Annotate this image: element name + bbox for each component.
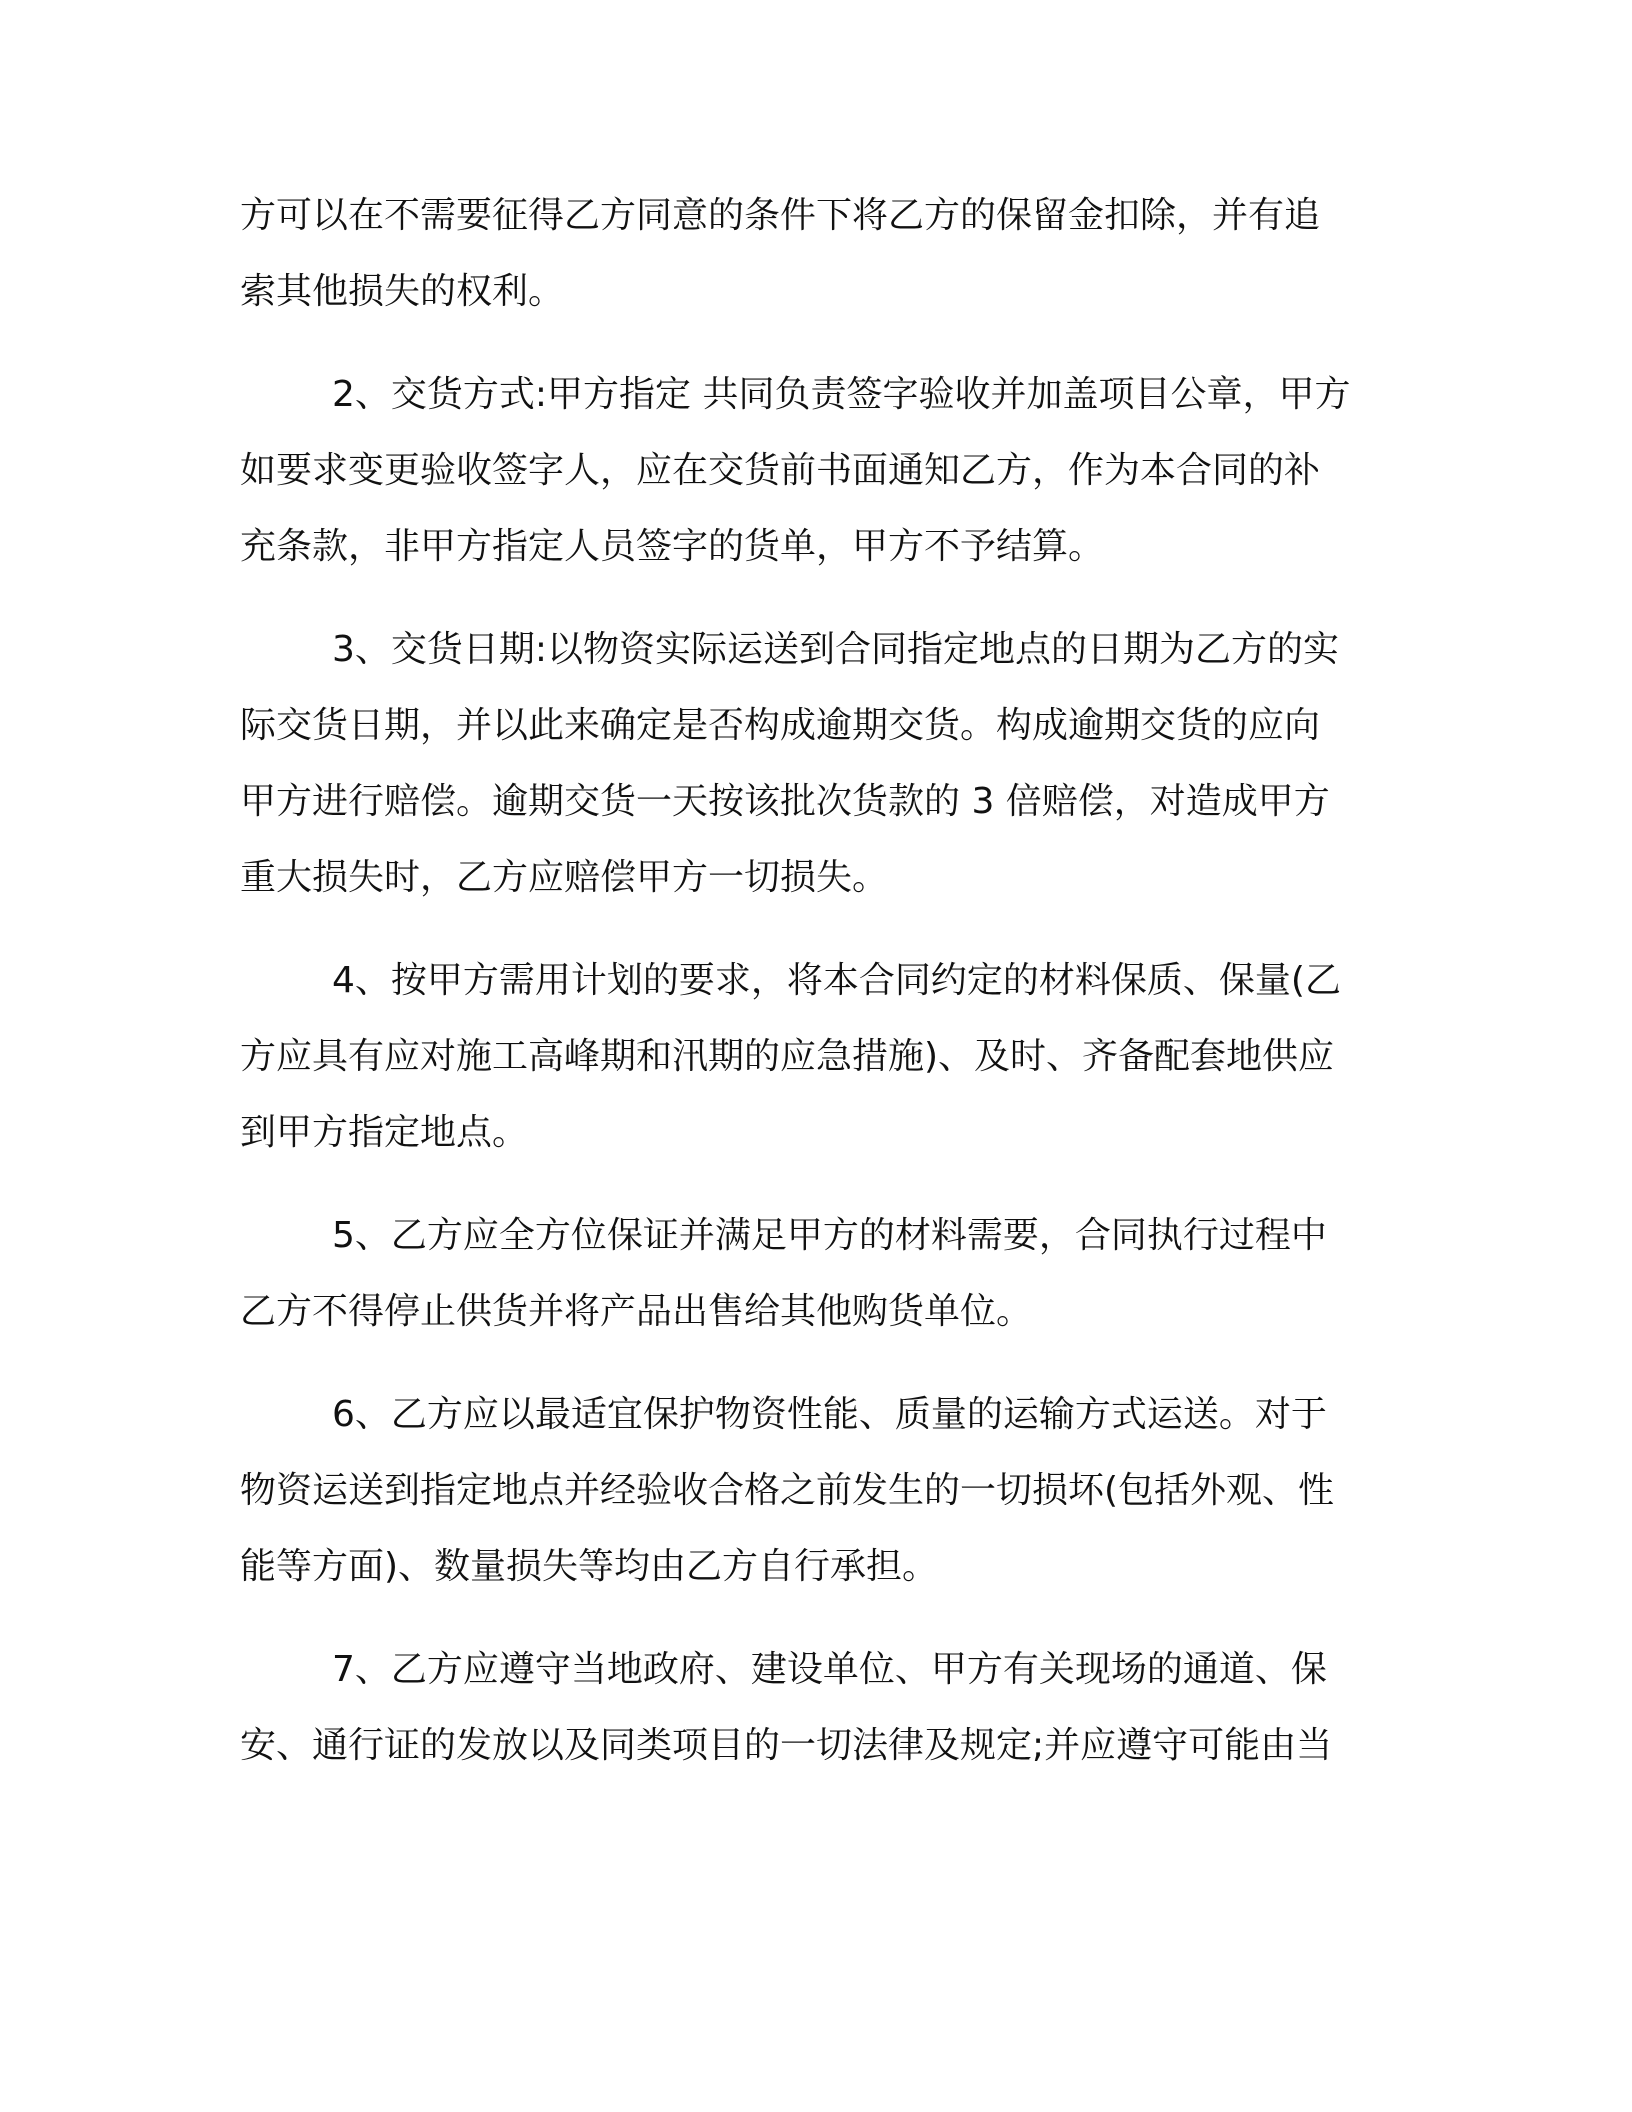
clause-2-delivery-method bbox=[240, 357, 1392, 585]
text-line: 能等方面)、数量损失等均由乙方自行承担。 bbox=[240, 1546, 939, 1587]
text-line: 物资运送到指定地点并经验收合格之前发生的一切损坏(包括外观、性 bbox=[240, 1470, 1335, 1511]
text-line: 乙方不得停止供货并将产品出售给其他购货单位。 bbox=[240, 1291, 1033, 1332]
text-line: 6、乙方应以最适宜保护物资性能、质量的运输方式运送。对于 bbox=[332, 1394, 1327, 1435]
clause-7-compliance bbox=[240, 1632, 1392, 1784]
paragraph-continuation bbox=[240, 178, 1392, 330]
text-line: 重大损失时，乙方应赔偿甲方一切损失。 bbox=[240, 857, 889, 898]
clause-5-material-guarantee bbox=[240, 1198, 1392, 1350]
clause-6-transport bbox=[240, 1377, 1392, 1605]
text-line: 7、乙方应遵守当地政府、建设单位、甲方有关现场的通道、保 bbox=[332, 1649, 1327, 1690]
text-line: 如要求变更验收签字人，应在交货前书面通知乙方，作为本合同的补 bbox=[240, 450, 1321, 491]
text-line: 充条款，非甲方指定人员签字的货单，甲方不予结算。 bbox=[240, 526, 1105, 567]
contract-body bbox=[240, 178, 1392, 1811]
text-line: 2、交货方式:甲方指定 共同负责签字验收并加盖项目公章，甲方 bbox=[332, 374, 1351, 415]
clause-4-supply-plan bbox=[240, 943, 1392, 1171]
text-line: 索其他损失的权利。 bbox=[240, 271, 565, 312]
clause-3-delivery-date bbox=[240, 612, 1392, 916]
text-line: 5、乙方应全方位保证并满足甲方的材料需要，合同执行过程中 bbox=[332, 1215, 1327, 1256]
text-line: 4、按甲方需用计划的要求，将本合同约定的材料保质、保量(乙 bbox=[332, 960, 1341, 1001]
text-line: 际交货日期，并以此来确定是否构成逾期交货。构成逾期交货的应向 bbox=[240, 705, 1321, 746]
text-line: 到甲方指定地点。 bbox=[240, 1112, 529, 1153]
text-line: 甲方进行赔偿。逾期交货一天按该批次货款的 3 倍赔偿，对造成甲方 bbox=[240, 781, 1330, 822]
text-line: 方可以在不需要征得乙方同意的条件下将乙方的保留金扣除，并有追 bbox=[240, 195, 1321, 236]
text-line: 安、通行证的发放以及同类项目的一切法律及规定;并应遵守可能由当 bbox=[240, 1725, 1333, 1766]
text-line: 3、交货日期:以物资实际运送到合同指定地点的日期为乙方的实 bbox=[332, 629, 1340, 670]
text-line: 方应具有应对施工高峰期和汛期的应急措施)、及时、齐备配套地供应 bbox=[240, 1036, 1335, 1077]
